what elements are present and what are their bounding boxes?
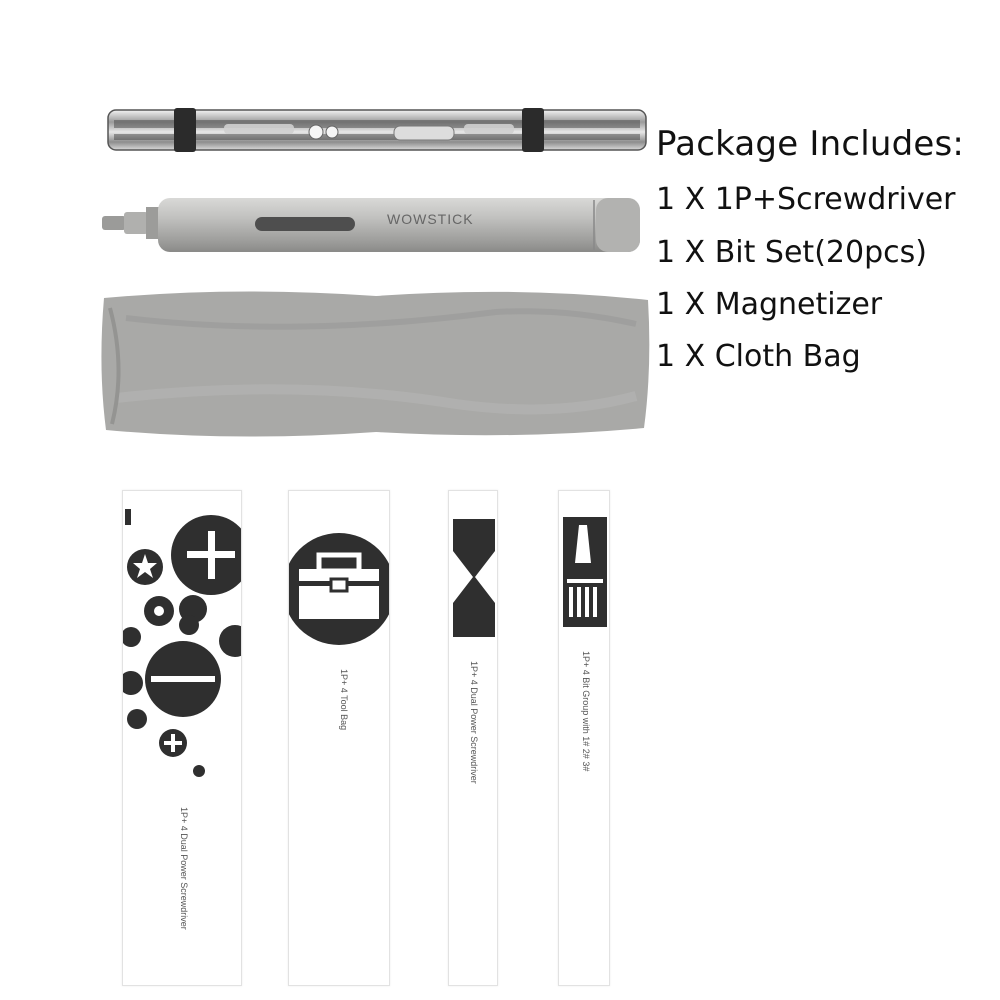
- package-item: 1 X Bit Set(20pcs): [656, 235, 927, 270]
- screwdriver: [100, 190, 646, 265]
- box-graphic-circles: [123, 491, 241, 791]
- bit-set-tray: [104, 98, 650, 158]
- box-tool-bag: [288, 490, 390, 986]
- package-item: 1 X Magnetizer: [656, 287, 883, 322]
- box-bit-group: [558, 490, 610, 986]
- box-caption: 1P+ 4 Tool Bag: [339, 669, 349, 731]
- package-item: 1 X 1P+Screwdriver: [656, 182, 956, 217]
- box-caption: 1P+ 4 Dual Power Screwdriver: [179, 807, 189, 930]
- box-screwdriver: [122, 490, 242, 986]
- box-screwdriver-2: [448, 490, 498, 986]
- package-heading: Package Includes:: [656, 124, 965, 164]
- toolbox-graphic: [289, 491, 389, 671]
- box-caption: 1P+ 4 Bit Group with 1# 2# 3#: [581, 651, 591, 772]
- package-item: 1 X Cloth Bag: [656, 339, 861, 374]
- bits-graphic: [559, 491, 609, 641]
- cross-graphic: [449, 491, 497, 651]
- brand-label: WOWSTICK: [387, 211, 474, 227]
- box-caption: 1P+ 4 Dual Power Screwdriver: [469, 661, 479, 784]
- cloth-bag: [96, 278, 656, 448]
